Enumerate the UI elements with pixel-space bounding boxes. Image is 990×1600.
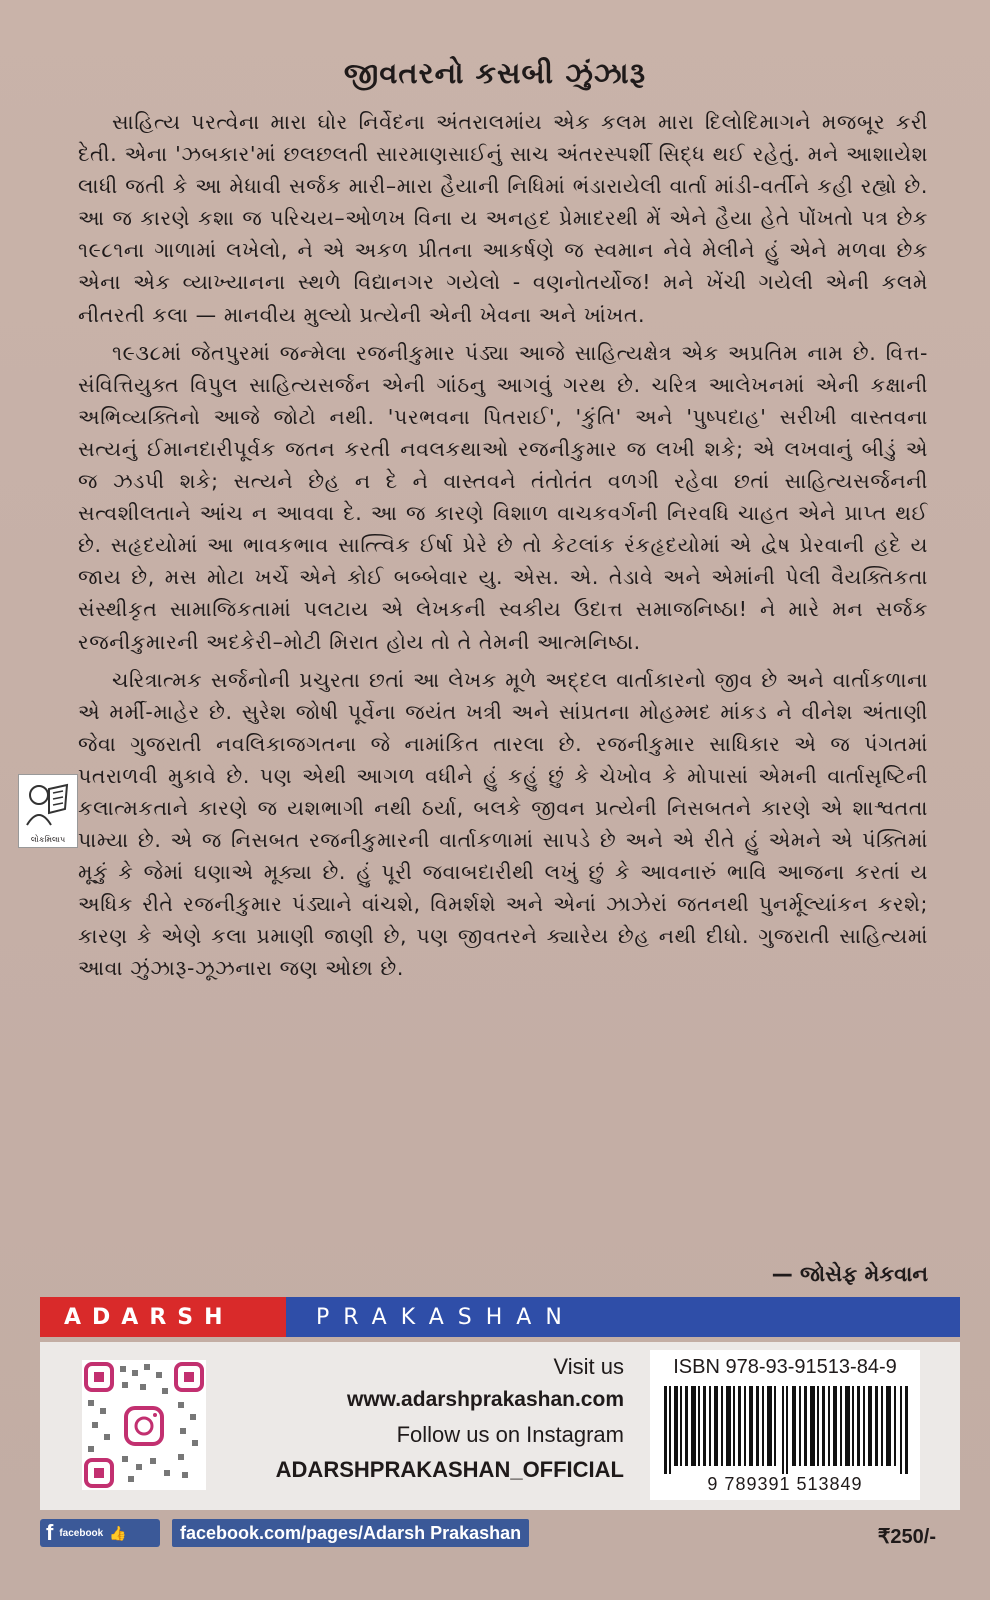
publisher-stamp <box>18 774 78 848</box>
qr-code-icon[interactable] <box>82 1360 206 1490</box>
paragraph-3: ચરિત્રાત્મક સર્જનોની પ્રચુરતા છતાં આ લેખક મૂળે અદ્દલ વાર્તાકારનો જીવ છે અને વાર્તાકળાના એ મર્મી-માહેર છે. સુરેશ જોષી પૂર્વેના જયંત ખત્રી અને સાંપ્રતના મોહમ્મદ માંકડ ને વીનેશ અંતાણી જેવા ગુજરાતી નવલિકાજગતના જે નામાંકિત તારલા છે. રજનીકુમાર સાધિકાર એ જ પંગતમાં પતરાળવી મુકાવે છે. પણ એથી આગળ વધીને હું કહું છું કે ચેખોવ કે મોપાસાં એમની વાર્તાસૃષ્ટિની કલાત્મકતાને કારણે જ યશભાગી નથી ઠર્યા, બલકે જીવન પ્રત્યેની નિસબતને કારણે એ શાશ્વતતા પામ્યા છે. એ જ નિસબત રજનીકુમારની વાર્તાકળામાં સાપડે છે અને એ રીતે હું એમને એ પંક્તિમાં મૂકું કે જેમાં ઘણાએ મૂક્યા છે. હું પૂરી જવાબદારીથી લખું છું કે આવનારું ભાવિ આજના કરતાં ય અધિક રીતે રજનીકુમાર પંડ્યાને વાંચશે, વિમર્શશે અને એનાં ઝાઝેરાં જતનથી પુનર્મૂલ્યાંકન કરશે; કારણ કે એણે કલા પ્રમાણી જાણી છે, પણ જીવતરને ક્યારેય છેહ નથી દીધો. ગુજરાતી સાહિત્યમાં આવા ઝુંઝારૂ-ઝૂઝનારા જણ ઓછા છે. <box>78 667 928 981</box>
isbn-text: ISBN 978-93-91513-84-9 <box>673 1356 897 1378</box>
banner-left: ADARSH <box>40 1297 286 1337</box>
contact-info <box>214 1350 624 1486</box>
barcode-icon <box>664 1386 909 1474</box>
paragraph-2: ૧૯૩૮માં જેતપુરમાં જન્મેલા રજનીકુમાર પંડ્યા આજે સાહિત્યક્ષેત્ર એક અપ્રતિમ નામ છે. વિત્ત-સંવિત્તિયુક્ત વિપુલ સાહિત્યસર્જન એની ગાંઠનુ આગવું ગરથ છે. ચરિત્ર આલેખનમાં એની કક્ષાની અભિવ્યક્તિનો આજે જોટો નથી. 'પરભવના પિતરાઈ', 'કુંતિ' અને 'પુષ્પદાહ' સરીખી વાસ્તવના સત્યનું ઈમાનદારીપૂર્વક જતન કરતી નવલકથાઓ રજનીકુમાર જ લખી શકે; એ લખવાનું બીડું એ જ ઝડપી શકે; સત્યને છેહ ન દે ને વાસ્તવને તંતોતંત વળગી રહેવા છતાં સાહિત્યસર્જનની સત્વશીલતાને આંચ ન આવવા દે. આ જ કારણે વિશાળ વાચકવર્ગની નિરવધિ ચાહત એને પ્રાપ્ત થઈ છે. સહૃદયોમાં આ ભાવકભાવ સાત્ત્વિક ઈર્ષા પ્રેરે છે તો કેટલાંક રંકહૃદયોમાં એ દ્વેષ પ્રેરવાની હદે ય જાય છે, મસ મોટા ખર્ચે એને કોઈ બબ્બેવાર યુ. એસ. એ. તેડાવે અને એમાંની પેલી વૈયક્તિકતા સંસ્થીકૃત સામાજિકતામાં પલટાય એ લેખકની સ્વકીય ઉદાત્ત સમાજનિષ્ઠા! ને મારે મન સર્જક રજનીકુમારની અદકેરી–મોટી મિરાત હોય તો તે તેમની આત્મનિષ્ઠા. <box>78 340 928 654</box>
follow-label: Follow us on Instagram <box>396 1422 624 1447</box>
banner-right: PRAKASHAN <box>286 1297 960 1337</box>
barcode-number: 9 789391 513849 <box>707 1474 863 1494</box>
page-title: જીવતરનો કસબી ઝુંઝારૂ <box>343 56 647 90</box>
facebook-badge-label: facebook <box>59 1527 104 1539</box>
foreword-text <box>78 106 928 985</box>
visit-label: Visit us <box>553 1354 624 1379</box>
website-link[interactable]: www.adarshprakashan.com <box>347 1388 624 1411</box>
facebook-row <box>40 1518 529 1548</box>
price-label: ₹250/- <box>877 1526 936 1548</box>
stamp-label: લોકમિલાપ <box>30 835 66 844</box>
facebook-badge[interactable] <box>40 1519 160 1547</box>
instagram-handle[interactable]: ADARSHPRAKASHAN_OFFICIAL <box>275 1457 624 1482</box>
footer-box <box>40 1342 960 1510</box>
stamp-illustration-icon <box>19 775 77 831</box>
facebook-icon: f <box>46 1520 54 1545</box>
thumbs-up-icon: 👍 <box>109 1524 127 1541</box>
paragraph-1: સાહિત્ય પરત્વેના મારા ઘોર નિર્વેદના અંતરાલમાંય એક કલમ મારા દિલોદિમાગને મજબૂર કરી દેતી. એના 'ઝબકાર'માં છલછલતી સારમાણસાઈનું સાચ અંતરસ્પર્શી સિદ્ધ થઈ રહેતું. મને આશાયેશ લાધી જતી કે આ મેધાવી સર્જક મારી–મારા હૈયાની નિધિમાં ભંડારાયેલી વાર્તા માંડી-વર્તીને કહી રહ્યો છે. આ જ કારણે કશા જ પરિચય–ઓળખ વિના ય અનહદ પ્રેમાદરથી મેં એને હૈયા હેતે પોંખતો પત્ર છેક ૧૯૮૧ના ગાળામાં લખેલો, ને એ અકળ પ્રીતના આકર્ષણે જ સ્વમાન નેવે મેલીને હું એને મળવા છેક એના એક વ્યાખ્યાનના સ્થળે વિદ્યાનગર ગયેલો - વણનોતર્યોજ! મને ખેંચી ગયેલી એની કલમે નીતરતી કલા — માનવીય મુલ્યો પ્રત્યેની એની ખેવના અને ખાંખત. <box>78 110 928 327</box>
facebook-link[interactable]: facebook.com/pages/Adarsh Prakashan <box>172 1519 529 1547</box>
author-signature: — જોસેફ મેકવાન <box>771 1262 928 1286</box>
publisher-banner <box>40 1297 960 1337</box>
isbn-block <box>650 1350 920 1500</box>
